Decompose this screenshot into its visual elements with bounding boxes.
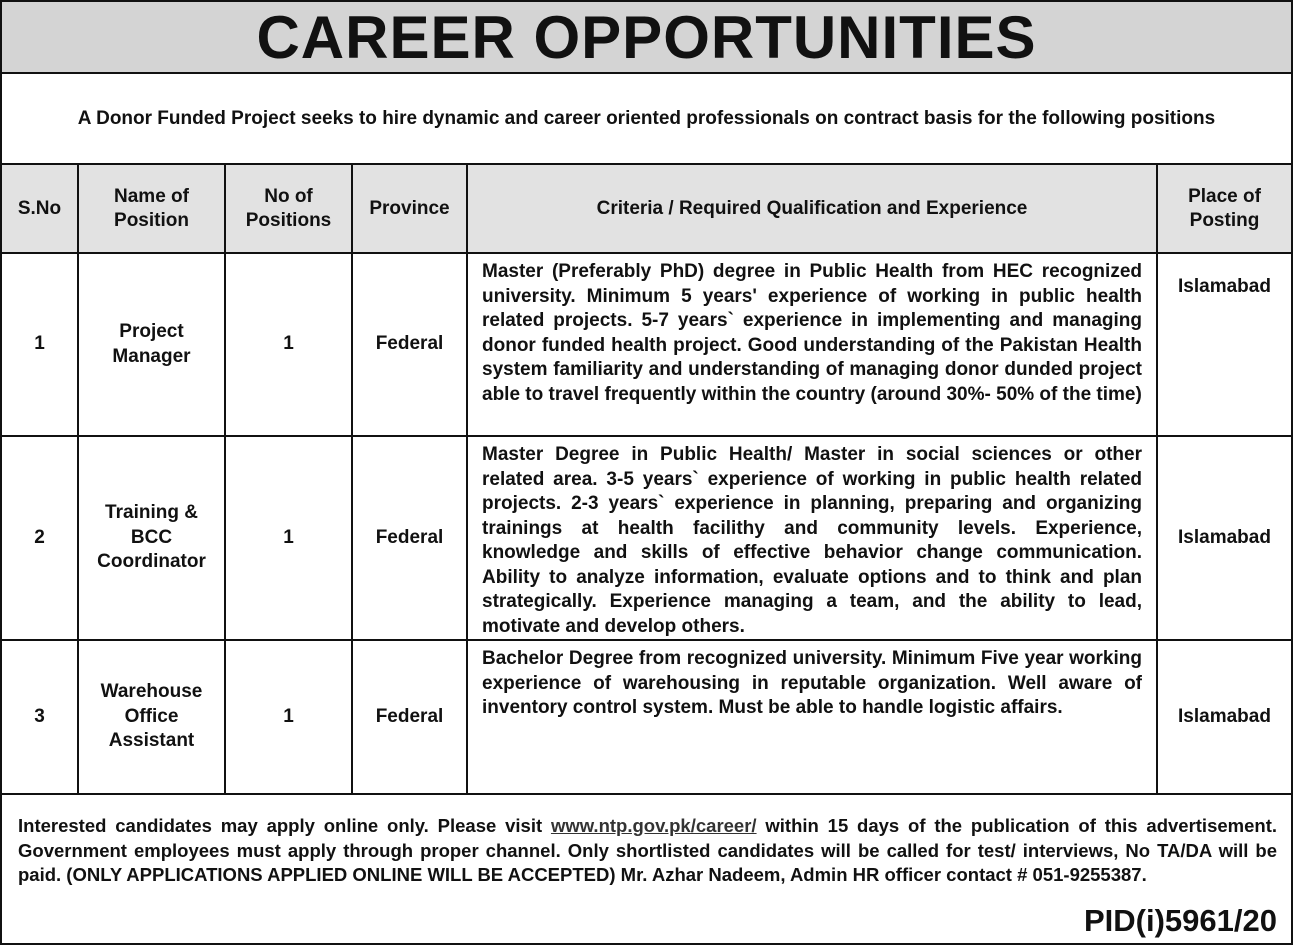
footer-text-after: within 15 days of the publication of this advertisement. Government employees must apply through proper channel. Only shortlisted candidates will be called for test/ interviews, No TA/DA will be paid. (ONLY APPLICATIONS APPLIED ONLINE WILL BE ACCEPTED) Mr. Azhar Nadeem, Admin HR officer contact # 051-9255387. (18, 815, 1277, 885)
cell-criteria: Bachelor Degree from recognized university. Minimum Five year working experience of warehousing in reputable organization. Well aware of inventory control system. Must be able to handle logistic affairs. (467, 640, 1157, 794)
header-province: Province (352, 164, 467, 253)
pid-number: PID(i)5961/20 (1084, 903, 1277, 938)
footer-box (0, 802, 1293, 945)
footer-text-before: Interested candidates may apply online only. Please visit (18, 815, 551, 836)
header-position: Name of Position (78, 164, 225, 253)
cell-sno: 1 (2, 253, 78, 436)
cell-position: Training & BCC Coordinator (78, 436, 225, 640)
cell-sno: 2 (2, 436, 78, 640)
table-row (2, 253, 1291, 436)
table-row (2, 640, 1291, 794)
cell-province: Federal (352, 640, 467, 794)
cell-criteria: Master Degree in Public Health/ Master in social sciences or other related area. 3-5 years` experience of working in public health related projects. 2-3 years` experience in planning, preparing and organizing trainings at health facilithy and community levels. Experience, knowledge and skills of effective behavior change communication. Ability to analyze information, evaluate options and to think and plan strategically. Experience managing a team, and the ability to lead, motivate and develop others. (467, 436, 1157, 640)
cell-province: Federal (352, 436, 467, 640)
career-link[interactable]: www.ntp.gov.pk/career/ (550, 815, 757, 836)
cell-province: Federal (352, 253, 467, 436)
cell-posting: Islamabad (1157, 253, 1291, 436)
cell-count: 1 (225, 253, 352, 436)
header-count: No of Positions (225, 164, 352, 253)
table-row (2, 436, 1291, 640)
positions-table (2, 163, 1291, 795)
cell-count: 1 (225, 640, 352, 794)
table-header-row (2, 164, 1291, 253)
page-title: CAREER OPPORTUNITIES (0, 0, 1293, 74)
cell-position: Project Manager (78, 253, 225, 436)
header-sno: S.No (2, 164, 78, 253)
cell-criteria: Master (Preferably PhD) degree in Public Health from HEC recognized university. Minimum 5 years' experience of working in public health related projects. 5-7 years` experience in implementing and managing donor funded health project. Good understanding of the Pakistan Health system familiarity and understanding of managing donor dunded project able to travel frequently within the country (around 30%- 50% of the time) (467, 253, 1157, 436)
cell-count: 1 (225, 436, 352, 640)
header-posting: Place of Posting (1157, 164, 1291, 253)
header-criteria: Criteria / Required Qualification and Experience (467, 164, 1157, 253)
cell-posting: Islamabad (1157, 436, 1291, 640)
intro-text: A Donor Funded Project seeks to hire dynamic and career oriented professionals on contract basis for the following positions (77, 107, 1216, 129)
cell-position: Warehouse Office Assistant (78, 640, 225, 794)
cell-posting: Islamabad (1157, 640, 1291, 794)
footer-text (18, 814, 1277, 888)
cell-sno: 3 (2, 640, 78, 794)
